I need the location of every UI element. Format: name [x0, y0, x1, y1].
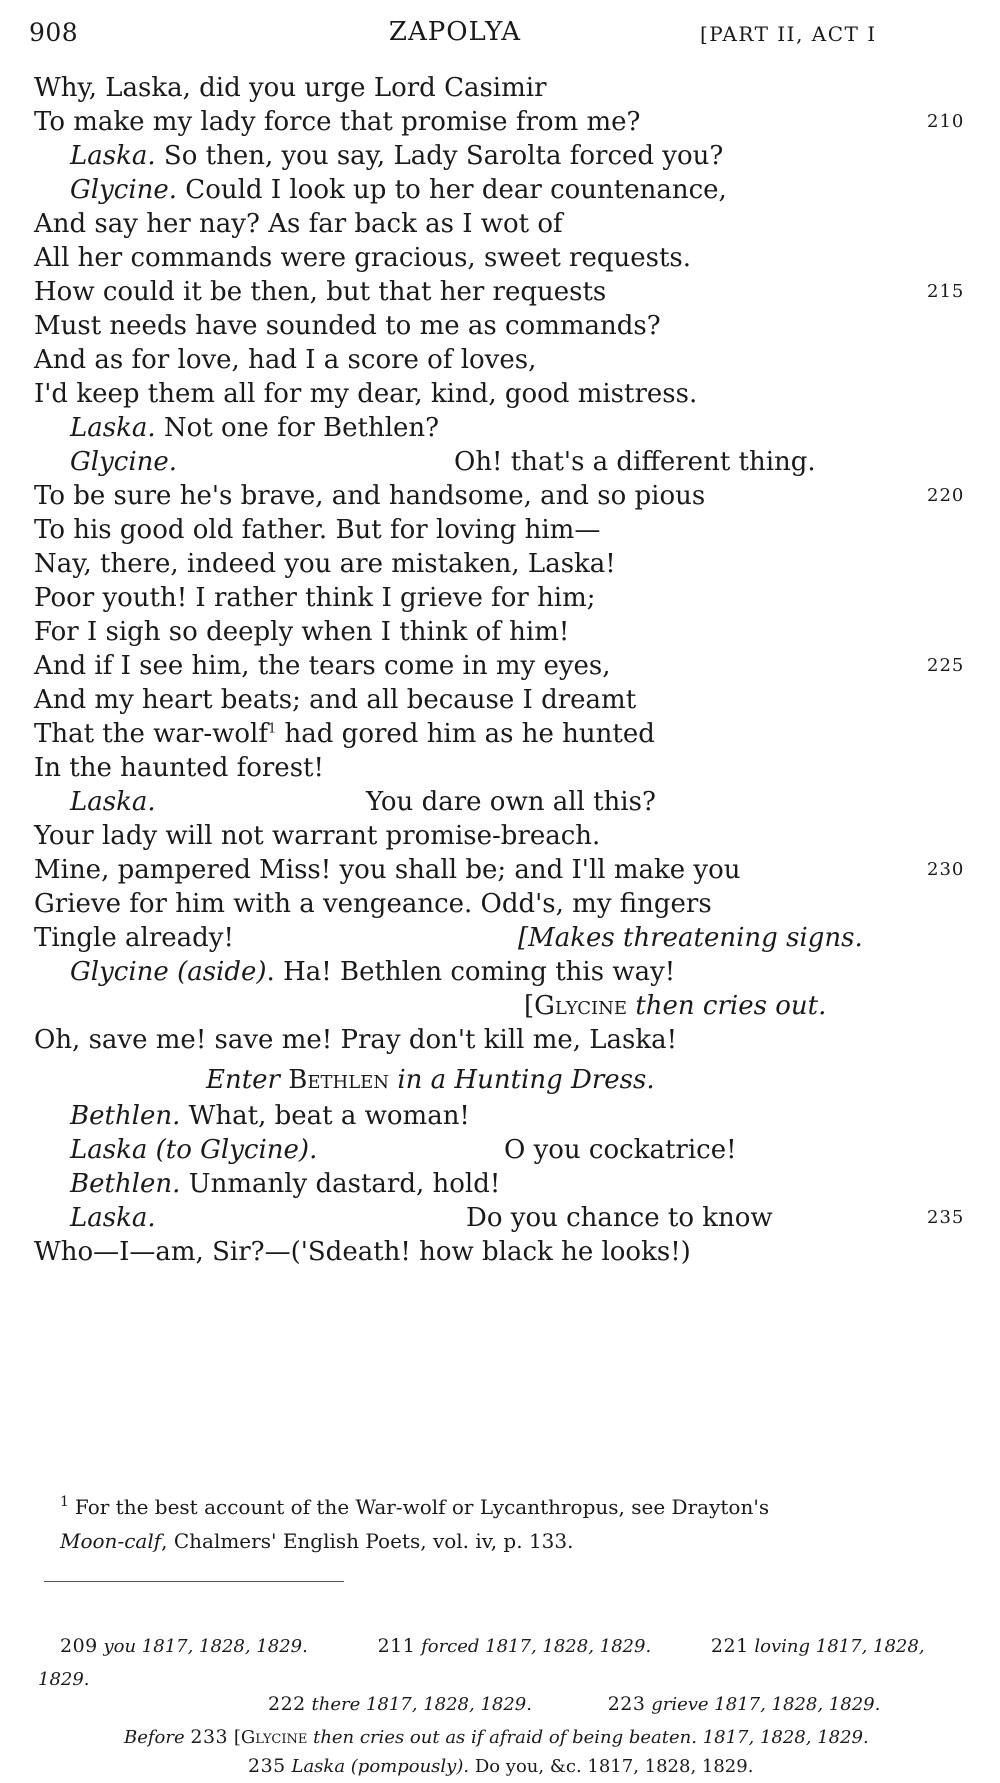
- speaker-name: Glycine.: [70, 447, 178, 477]
- variant-line: 235 Laska (pompously). Do you, &c. 1817, 1828, 1829.: [248, 1755, 754, 1777]
- verse-line: Glycine. Oh! that's a different thing.: [70, 447, 816, 477]
- verse-line: Oh, save me! save me! Pray don't kill me, Laska!: [34, 1025, 678, 1055]
- running-title: ZAPOLYA: [388, 17, 522, 47]
- line-number: 210: [927, 111, 965, 132]
- verse-line: Who—I—am, Sir?—('Sdeath! how black he looks!): [34, 1237, 691, 1267]
- verse-line: Bethlen. Unmanly dastard, hold!: [70, 1169, 501, 1199]
- footnote-mark: 1: [60, 1494, 69, 1511]
- verse-line: And my heart beats; and all because I dreamt: [34, 685, 637, 715]
- verse-line: To be sure he's brave, and handsome, and so pious 220: [34, 478, 934, 514]
- line-number: 225: [927, 655, 965, 676]
- footnote-mark: 1: [267, 721, 277, 737]
- verse-line: Mine, pampered Miss! you shall be; and I'll make you 230: [34, 852, 934, 888]
- stage-direction-line: [Glycine then cries out.: [524, 991, 827, 1021]
- verse-line: In the haunted forest!: [34, 753, 324, 783]
- verse-line: Glycine (aside). Ha! Bethlen coming this way!: [70, 957, 676, 987]
- verse-line: That the war-wolf$^1$ had gored him as he hunted: [34, 719, 655, 749]
- verse-line: Poor youth! I rather think I grieve for him;: [34, 583, 596, 613]
- speaker-name: Bethlen.: [70, 1169, 181, 1199]
- verse-line: Laska. You dare own all this?: [70, 787, 656, 817]
- verse-line: Laska (to Glycine). O you cockatrice!: [70, 1135, 737, 1165]
- speaker-name: Glycine: [70, 957, 169, 987]
- footnote-separator: [44, 1581, 344, 1582]
- stage-direction: [Makes threatening signs.: [518, 923, 863, 953]
- line-number: 235: [927, 1207, 965, 1228]
- verse-line: Grieve for him with a vengeance. Odd's, my fingers: [34, 889, 712, 919]
- verse-line: Must needs have sounded to me as commands?: [34, 311, 661, 341]
- line-number: 220: [927, 485, 965, 506]
- verse-line: To make my lady force that promise from me? 210: [34, 104, 934, 140]
- line-number: 230: [927, 859, 965, 880]
- variant-line: Before 233 [Glycine then cries out as if afraid of being beaten. 1817, 1828, 1829.: [124, 1726, 869, 1748]
- verse-line: Tingle already! [Makes threatening signs.: [34, 920, 934, 956]
- speaker-name: Laska.: [70, 413, 156, 443]
- verse-line: Bethlen. What, beat a woman!: [70, 1101, 470, 1131]
- verse-line: For I sigh so deeply when I think of him!: [34, 617, 570, 647]
- variant-reading: there 1817, 1828, 1829.: [305, 1694, 532, 1715]
- stage-direction: [Glycine: [524, 991, 628, 1021]
- verse-line: Laska. So then, you say, Lady Sarolta forced you?: [70, 141, 724, 171]
- line-number: 215: [927, 281, 965, 302]
- page-number: 908: [29, 18, 79, 47]
- stage-entry: Enter Bethlen in a Hunting Dress.: [206, 1065, 655, 1095]
- footnote: $^1$ For the best account of the War-wolf or Lycanthropus, see Drayton's Moon-calf, Chalmers' English Poets, vol. iv, p. 133.: [60, 1494, 770, 1553]
- speaker-name: Laska (to Glycine).: [70, 1135, 318, 1165]
- speaker-name: Glycine.: [70, 175, 178, 205]
- verse-line: And as for love, had I a score of loves,: [34, 345, 537, 375]
- verse-line: To his good old father. But for loving him—: [34, 515, 601, 545]
- speaker-name: Bethlen.: [70, 1101, 181, 1131]
- variant-line: 222 there 1817, 1828, 1829. 223 grieve 1817, 1828, 1829.: [268, 1693, 881, 1715]
- verse-line: Why, Laska, did you urge Lord Casimir: [34, 73, 547, 103]
- part-act-label: [PART II, ACT I: [700, 22, 877, 46]
- verse-line: Laska. Not one for Bethlen?: [70, 413, 440, 443]
- verse-line: Your lady will not warrant promise-breach.: [34, 821, 601, 851]
- verse-line: All her commands were gracious, sweet requests.: [34, 243, 692, 273]
- speaker-name: Laska.: [70, 787, 156, 817]
- verse-line: Glycine. Could I look up to her dear countenance,: [70, 175, 727, 205]
- verse-line: And if I see him, the tears come in my eyes, 225: [34, 648, 934, 684]
- verse-line: Nay, there, indeed you are mistaken, Laska!: [34, 549, 616, 579]
- speaker-name: Laska.: [70, 141, 156, 171]
- speaker-name: Laska.: [70, 1203, 156, 1233]
- verse-line: Laska. Do you chance to know 235: [70, 1200, 970, 1236]
- variant-line: 209 you 1817, 1828, 1829. 211 forced 1817, 1828, 1829. 221 loving 1817, 1828, 1829.: [38, 1635, 925, 1690]
- verse-line: And say her nay? As far back as I wot of: [34, 209, 563, 239]
- verse-line: I'd keep them all for my dear, kind, good mistress.: [34, 379, 698, 409]
- verse-line: How could it be then, but that her requests 215: [34, 274, 934, 310]
